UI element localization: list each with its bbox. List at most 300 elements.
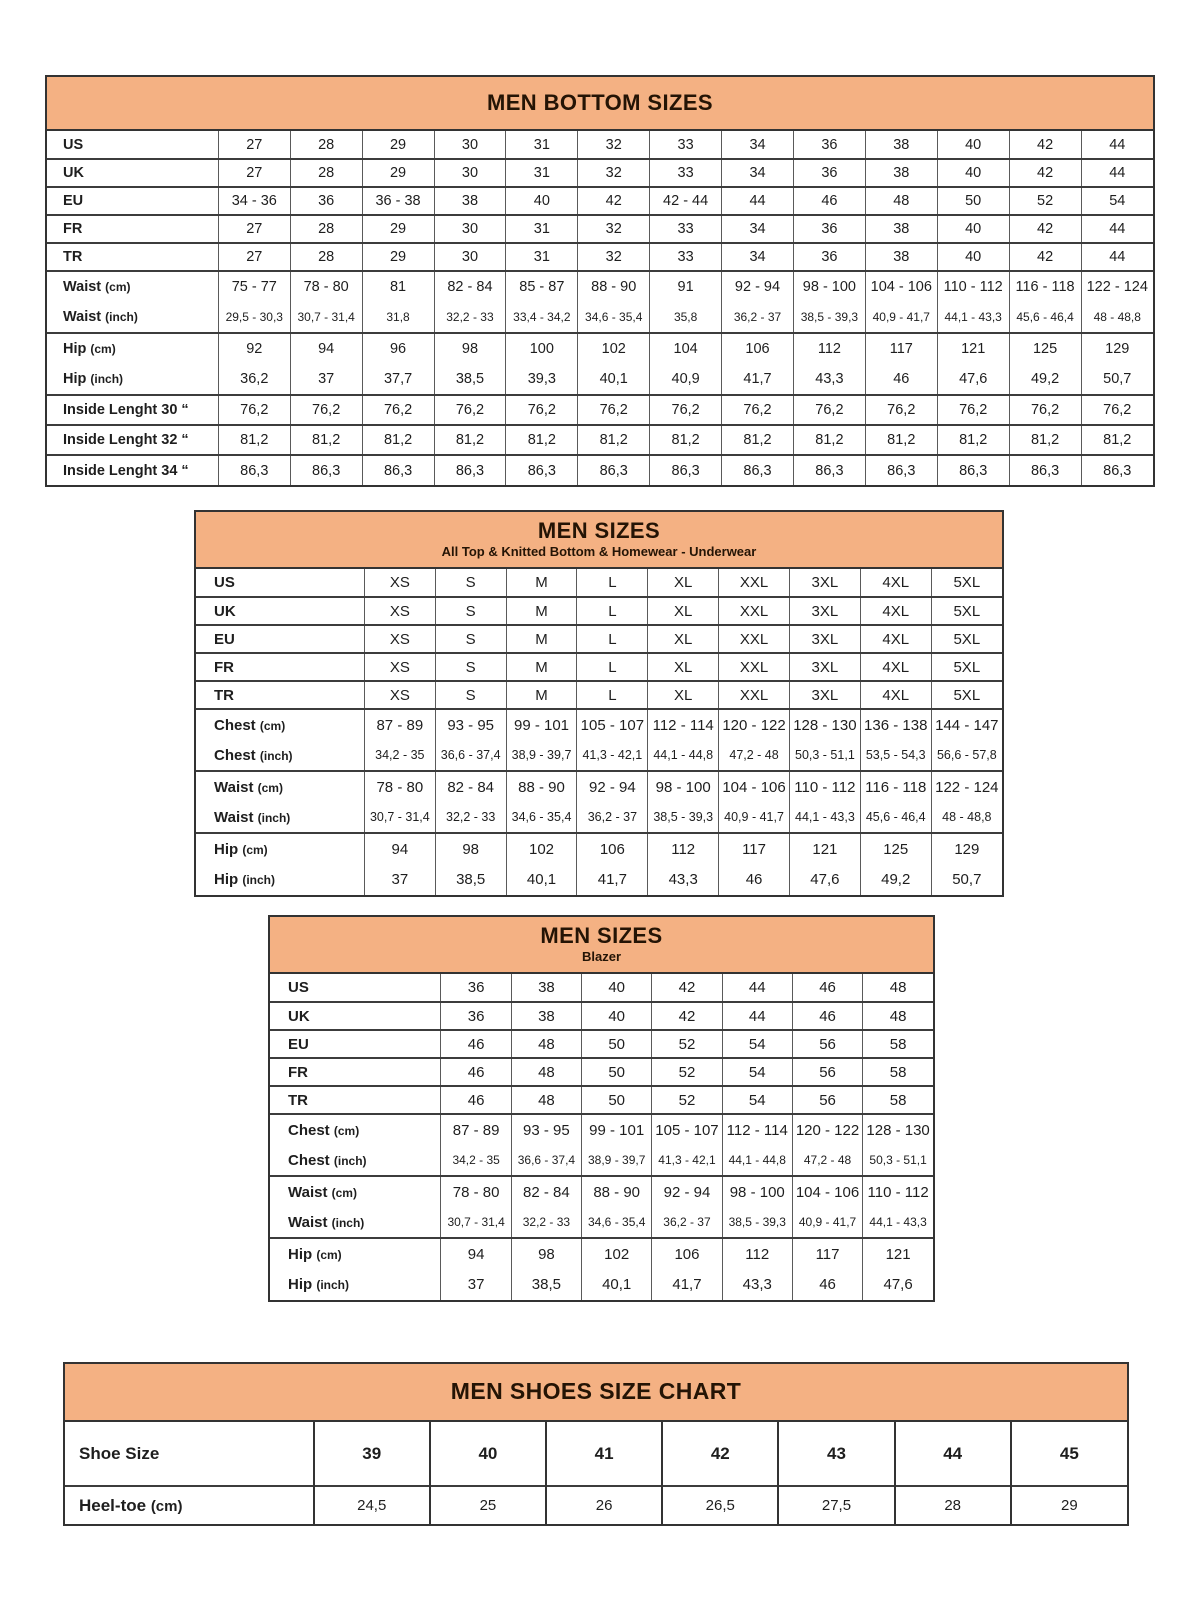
size-cell: 27 xyxy=(218,159,290,187)
size-cell: 29 xyxy=(362,159,434,187)
size-cell: 30,7 - 31,4 xyxy=(364,802,435,833)
size-cell: XL xyxy=(648,597,719,625)
size-cell: XS xyxy=(364,653,435,681)
size-cell: 38,9 - 39,7 xyxy=(582,1145,652,1176)
size-cell: 46 xyxy=(865,364,937,395)
size-cell: 52 xyxy=(1009,187,1081,215)
size-cell: 38 xyxy=(511,1002,581,1030)
row-label xyxy=(47,395,218,425)
size-cell: 112 - 114 xyxy=(648,709,719,740)
size-cell: 42 xyxy=(652,1002,722,1030)
size-cell: 38 xyxy=(434,187,506,215)
row-label-text: UK xyxy=(63,165,84,181)
size-cell: 44,1 - 44,8 xyxy=(648,740,719,771)
size-cell: 144 - 147 xyxy=(931,709,1002,740)
size-cell: 98 - 100 xyxy=(793,271,865,302)
table-row xyxy=(47,243,1153,271)
size-cell: 40,9 - 41,7 xyxy=(719,802,790,833)
size-cell: 42 xyxy=(1009,131,1081,159)
table-row xyxy=(47,187,1153,215)
size-cell: 42 xyxy=(652,974,722,1002)
size-cell: 37 xyxy=(364,864,435,895)
size-cell: 112 xyxy=(648,833,719,864)
size-cell: 40,9 - 41,7 xyxy=(865,302,937,333)
size-cell: 56,6 - 57,8 xyxy=(931,740,1002,771)
size-cell: 117 xyxy=(719,833,790,864)
row-label-unit: (cm) xyxy=(242,842,268,857)
row-label-text: Chest xyxy=(214,716,256,734)
size-cell: 56 xyxy=(792,1030,862,1058)
size-cell: 38 xyxy=(865,131,937,159)
size-cell: 112 xyxy=(793,333,865,364)
size-cell: 31 xyxy=(506,131,578,159)
size-cell: 39,3 xyxy=(506,364,578,395)
size-cell: 27 xyxy=(218,131,290,159)
row-label-text: UK xyxy=(214,602,236,620)
size-cell: 98 xyxy=(435,833,506,864)
size-cell: 5XL xyxy=(931,653,1002,681)
table-row xyxy=(47,395,1153,425)
size-cell: 88 - 90 xyxy=(582,1176,652,1207)
row-label-unit: (inch) xyxy=(316,1278,350,1292)
size-cell: 86,3 xyxy=(793,455,865,485)
size-cell: 87 - 89 xyxy=(441,1114,511,1145)
size-cell: 30 xyxy=(434,215,506,243)
size-cell: 40 xyxy=(937,159,1009,187)
table-row xyxy=(270,1176,933,1207)
size-cell: 38,5 - 39,3 xyxy=(793,302,865,333)
size-cell: 76,2 xyxy=(722,395,794,425)
size-cell: L xyxy=(577,653,648,681)
size-cell: 41,3 - 42,1 xyxy=(577,740,648,771)
size-cell: 43 xyxy=(778,1422,894,1486)
size-cell: 44,1 - 43,3 xyxy=(863,1207,933,1238)
size-cell: 37 xyxy=(290,364,362,395)
table-row xyxy=(65,1422,1127,1486)
size-cell: 46 xyxy=(792,1002,862,1030)
size-cell: 44 xyxy=(1081,243,1153,271)
size-cell: 92 xyxy=(218,333,290,364)
size-cell: 31 xyxy=(506,215,578,243)
size-cell: 45,6 - 46,4 xyxy=(1009,302,1081,333)
table-title: MEN SIZES xyxy=(540,923,663,949)
size-cell: 122 - 124 xyxy=(1081,271,1153,302)
size-grid xyxy=(47,131,1153,485)
size-cell: XS xyxy=(364,681,435,709)
size-cell: 36,6 - 37,4 xyxy=(435,740,506,771)
row-label-unit: (cm) xyxy=(331,1185,357,1200)
table-row xyxy=(47,455,1153,485)
size-cell: S xyxy=(435,625,506,653)
table-row xyxy=(47,425,1153,455)
row-label xyxy=(270,1030,441,1058)
size-cell: 33 xyxy=(650,215,722,243)
size-cell: 44 xyxy=(722,974,792,1002)
size-cell: 48 xyxy=(511,1030,581,1058)
size-cell: 33 xyxy=(650,243,722,271)
size-cell: 48 - 48,8 xyxy=(931,802,1002,833)
size-cell: L xyxy=(577,625,648,653)
row-label xyxy=(270,1002,441,1030)
row-label xyxy=(196,802,364,833)
size-cell: 26 xyxy=(546,1486,662,1524)
size-cell: 29,5 - 30,3 xyxy=(218,302,290,333)
row-label-text: Waist xyxy=(288,1183,328,1201)
size-cell: 24,5 xyxy=(314,1486,430,1524)
size-cell: 38,5 xyxy=(434,364,506,395)
table-row xyxy=(47,364,1153,395)
size-cell: 36 xyxy=(441,974,511,1002)
men-blazer-sizes-table xyxy=(268,915,935,1302)
size-cell: 50,3 - 51,1 xyxy=(863,1145,933,1176)
size-cell: 82 - 84 xyxy=(435,771,506,802)
table-row xyxy=(196,681,1002,709)
row-label-text: Shoe Size xyxy=(79,1443,160,1463)
size-cell: 42 xyxy=(662,1422,778,1486)
table-row xyxy=(47,302,1153,333)
size-cell: 38,5 - 39,3 xyxy=(648,802,719,833)
row-label xyxy=(47,302,218,333)
size-cell: 34 xyxy=(722,243,794,271)
row-label xyxy=(270,1058,441,1086)
row-label-text: EU xyxy=(63,193,84,209)
size-cell: 44,1 - 44,8 xyxy=(722,1145,792,1176)
size-cell: S xyxy=(435,569,506,597)
size-cell: 58 xyxy=(863,1030,933,1058)
size-cell: 98 - 100 xyxy=(648,771,719,802)
size-cell: 37 xyxy=(441,1269,511,1300)
size-cell: 30 xyxy=(434,159,506,187)
table-row xyxy=(47,159,1153,187)
size-cell: 46 xyxy=(793,187,865,215)
size-cell: 110 - 112 xyxy=(937,271,1009,302)
size-cell: 86,3 xyxy=(362,455,434,485)
size-cell: 76,2 xyxy=(290,395,362,425)
table-title: MEN BOTTOM SIZES xyxy=(486,89,713,115)
row-label-text: Hip xyxy=(63,371,87,387)
size-cell: 54 xyxy=(722,1058,792,1086)
row-label xyxy=(47,333,218,364)
table-row xyxy=(270,1030,933,1058)
size-cell: 36,2 - 37 xyxy=(652,1207,722,1238)
row-label xyxy=(47,425,218,455)
size-cell: 37,7 xyxy=(362,364,434,395)
size-cell: S xyxy=(435,653,506,681)
size-cell: 44,1 - 43,3 xyxy=(937,302,1009,333)
size-cell: XXL xyxy=(719,653,790,681)
size-cell: 4XL xyxy=(860,569,931,597)
size-cell: 94 xyxy=(364,833,435,864)
table-row xyxy=(270,1058,933,1086)
size-cell: 39 xyxy=(314,1422,430,1486)
size-cell: 34 xyxy=(722,159,794,187)
size-cell: 104 - 106 xyxy=(865,271,937,302)
size-cell: 49,2 xyxy=(1009,364,1081,395)
size-cell: 31,8 xyxy=(362,302,434,333)
table-row xyxy=(270,1002,933,1030)
size-cell: 82 - 84 xyxy=(434,271,506,302)
size-cell: 110 - 112 xyxy=(863,1176,933,1207)
size-cell: 34 xyxy=(722,131,794,159)
size-cell: 104 - 106 xyxy=(719,771,790,802)
size-cell: 44 xyxy=(722,1002,792,1030)
size-cell: 100 xyxy=(506,333,578,364)
size-cell: 25 xyxy=(430,1486,546,1524)
size-cell: S xyxy=(435,597,506,625)
size-cell: 36 xyxy=(793,215,865,243)
row-label-text: Waist xyxy=(214,778,254,796)
size-cell: 82 - 84 xyxy=(511,1176,581,1207)
size-cell: 46 xyxy=(441,1058,511,1086)
size-cell: 85 - 87 xyxy=(506,271,578,302)
row-label-text: Waist xyxy=(288,1213,328,1231)
size-cell: 98 xyxy=(511,1238,581,1269)
size-cell: 81,2 xyxy=(1081,425,1153,455)
size-cell: L xyxy=(577,597,648,625)
row-label xyxy=(270,1238,441,1269)
size-cell: 81,2 xyxy=(1009,425,1081,455)
table-row xyxy=(47,271,1153,302)
size-cell: 3XL xyxy=(789,597,860,625)
size-cell: 33 xyxy=(650,131,722,159)
size-cell: 54 xyxy=(722,1030,792,1058)
size-cell: 106 xyxy=(722,333,794,364)
size-cell: 128 - 130 xyxy=(863,1114,933,1145)
size-cell: 34 xyxy=(722,215,794,243)
size-cell: L xyxy=(577,569,648,597)
size-cell: 56 xyxy=(792,1086,862,1114)
size-cell: 33,4 - 34,2 xyxy=(506,302,578,333)
size-cell: 28 xyxy=(290,131,362,159)
size-cell: 40,1 xyxy=(582,1269,652,1300)
size-cell: 46 xyxy=(719,864,790,895)
size-cell: 52 xyxy=(652,1030,722,1058)
size-cell: 76,2 xyxy=(434,395,506,425)
size-cell: 104 - 106 xyxy=(792,1176,862,1207)
row-label xyxy=(196,740,364,771)
size-cell: 40 xyxy=(506,187,578,215)
size-cell: 5XL xyxy=(931,569,1002,597)
size-cell: 88 - 90 xyxy=(506,771,577,802)
table-row xyxy=(196,864,1002,895)
table-row xyxy=(270,1086,933,1114)
size-cell: 30,7 - 31,4 xyxy=(441,1207,511,1238)
size-cell: 58 xyxy=(863,1058,933,1086)
size-cell: 47,6 xyxy=(863,1269,933,1300)
size-cell: 81,2 xyxy=(290,425,362,455)
table-row xyxy=(196,833,1002,864)
size-cell: 81,2 xyxy=(937,425,1009,455)
size-cell: 40,9 xyxy=(650,364,722,395)
size-cell: 112 - 114 xyxy=(722,1114,792,1145)
size-cell: 32 xyxy=(578,131,650,159)
size-cell: 78 - 80 xyxy=(441,1176,511,1207)
size-cell: 34,2 - 35 xyxy=(441,1145,511,1176)
size-cell: 47,2 - 48 xyxy=(792,1145,862,1176)
size-cell: 136 - 138 xyxy=(860,709,931,740)
size-cell: 92 - 94 xyxy=(652,1176,722,1207)
row-label-text: FR xyxy=(214,658,234,676)
size-cell: 46 xyxy=(792,974,862,1002)
size-cell: 81,2 xyxy=(434,425,506,455)
row-label-unit: (inch) xyxy=(242,873,276,887)
size-cell: 38 xyxy=(865,215,937,243)
size-cell: 102 xyxy=(582,1238,652,1269)
size-cell: 33 xyxy=(650,159,722,187)
size-cell: 40,9 - 41,7 xyxy=(792,1207,862,1238)
size-cell: 30 xyxy=(434,131,506,159)
row-label xyxy=(270,1207,441,1238)
row-label xyxy=(196,625,364,653)
size-cell: 43,3 xyxy=(648,864,719,895)
size-cell: 47,2 - 48 xyxy=(719,740,790,771)
row-label-text: Hip xyxy=(214,840,239,858)
size-cell: 38,5 xyxy=(435,864,506,895)
size-cell: 40 xyxy=(430,1422,546,1486)
table-row xyxy=(270,1114,933,1145)
row-label-text: US xyxy=(288,979,309,996)
row-label xyxy=(196,681,364,709)
size-cell: 47,6 xyxy=(937,364,1009,395)
size-cell: XXL xyxy=(719,681,790,709)
table-header xyxy=(270,917,933,974)
size-cell: 93 - 95 xyxy=(511,1114,581,1145)
size-cell: 36 xyxy=(793,159,865,187)
size-cell: 106 xyxy=(652,1238,722,1269)
size-cell: 86,3 xyxy=(722,455,794,485)
size-cell: 40,1 xyxy=(578,364,650,395)
size-cell: 99 - 101 xyxy=(506,709,577,740)
size-cell: 125 xyxy=(860,833,931,864)
row-label xyxy=(47,187,218,215)
size-cell: 46 xyxy=(441,1030,511,1058)
size-cell: 81,2 xyxy=(506,425,578,455)
size-cell: 5XL xyxy=(931,625,1002,653)
table-row xyxy=(47,333,1153,364)
size-cell: 47,6 xyxy=(789,864,860,895)
row-label-unit: (cm) xyxy=(150,1497,183,1515)
size-cell: 36 xyxy=(793,131,865,159)
table-row xyxy=(270,974,933,1002)
table-row xyxy=(270,1238,933,1269)
row-label xyxy=(196,597,364,625)
table-row xyxy=(196,653,1002,681)
size-cell: 86,3 xyxy=(290,455,362,485)
size-cell: 42 xyxy=(1009,159,1081,187)
row-label xyxy=(196,833,364,864)
table-row xyxy=(270,1207,933,1238)
row-label xyxy=(196,771,364,802)
size-cell: 28 xyxy=(290,159,362,187)
table-row xyxy=(196,771,1002,802)
row-label xyxy=(47,455,218,485)
size-cell: 76,2 xyxy=(362,395,434,425)
size-cell: 36 xyxy=(793,243,865,271)
size-cell: M xyxy=(506,653,577,681)
size-cell: 41,7 xyxy=(577,864,648,895)
size-cell: XXL xyxy=(719,625,790,653)
size-cell: M xyxy=(506,625,577,653)
row-label xyxy=(47,215,218,243)
row-label xyxy=(270,1086,441,1114)
size-cell: 50 xyxy=(582,1086,652,1114)
row-label-text: FR xyxy=(288,1063,308,1081)
size-cell: 121 xyxy=(863,1238,933,1269)
size-cell: 29 xyxy=(362,243,434,271)
size-cell: 50,7 xyxy=(1081,364,1153,395)
row-label xyxy=(196,864,364,895)
size-cell: 52 xyxy=(652,1058,722,1086)
size-cell: 81,2 xyxy=(218,425,290,455)
size-cell: 29 xyxy=(362,215,434,243)
size-cell: 117 xyxy=(792,1238,862,1269)
size-cell: 27 xyxy=(218,243,290,271)
size-cell: 76,2 xyxy=(793,395,865,425)
size-cell: 50 xyxy=(582,1030,652,1058)
size-cell: 81 xyxy=(362,271,434,302)
size-cell: 40 xyxy=(582,974,652,1002)
size-cell: 104 xyxy=(650,333,722,364)
size-cell: 31 xyxy=(506,243,578,271)
men-top-sizes-table xyxy=(194,510,1004,897)
size-cell: 4XL xyxy=(860,681,931,709)
size-cell: 43,3 xyxy=(793,364,865,395)
row-label-unit: (inch) xyxy=(259,748,293,763)
size-cell: 81,2 xyxy=(362,425,434,455)
size-cell: 92 - 94 xyxy=(577,771,648,802)
size-grid xyxy=(270,974,933,1300)
size-cell: 81,2 xyxy=(865,425,937,455)
size-cell: 116 - 118 xyxy=(860,771,931,802)
size-cell: 121 xyxy=(937,333,1009,364)
row-label xyxy=(47,131,218,159)
row-label xyxy=(270,1114,441,1145)
men-shoes-size-chart-table xyxy=(63,1362,1129,1526)
table-subtitle: All Top & Knitted Bottom & Homewear - Underwear xyxy=(441,544,757,560)
size-cell: 117 xyxy=(865,333,937,364)
size-cell: 30,7 - 31,4 xyxy=(290,302,362,333)
size-cell: 96 xyxy=(362,333,434,364)
size-grid xyxy=(65,1422,1127,1524)
size-cell: M xyxy=(506,569,577,597)
row-label xyxy=(47,271,218,302)
size-cell: 3XL xyxy=(789,653,860,681)
size-cell: 44,1 - 43,3 xyxy=(789,802,860,833)
size-cell: 41,3 - 42,1 xyxy=(652,1145,722,1176)
row-label-unit: (cm) xyxy=(105,280,131,294)
size-cell: 99 - 101 xyxy=(582,1114,652,1145)
size-cell: XXL xyxy=(719,597,790,625)
size-cell: 94 xyxy=(290,333,362,364)
size-cell: 4XL xyxy=(860,625,931,653)
row-label-text: Waist xyxy=(63,309,102,325)
size-cell: 50 xyxy=(582,1058,652,1086)
size-cell: 38,5 - 39,3 xyxy=(722,1207,792,1238)
size-cell: 29 xyxy=(1011,1486,1127,1524)
row-label xyxy=(196,569,364,597)
size-cell: 3XL xyxy=(789,625,860,653)
size-cell: 49,2 xyxy=(860,864,931,895)
size-cell: 46 xyxy=(441,1086,511,1114)
size-cell: 36 xyxy=(441,1002,511,1030)
size-cell: 42 xyxy=(578,187,650,215)
size-cell: 112 xyxy=(722,1238,792,1269)
size-cell: 43,3 xyxy=(722,1269,792,1300)
table-row xyxy=(196,740,1002,771)
row-label-text: Waist xyxy=(214,808,254,826)
size-cell: 87 - 89 xyxy=(364,709,435,740)
table-row xyxy=(65,1486,1127,1524)
